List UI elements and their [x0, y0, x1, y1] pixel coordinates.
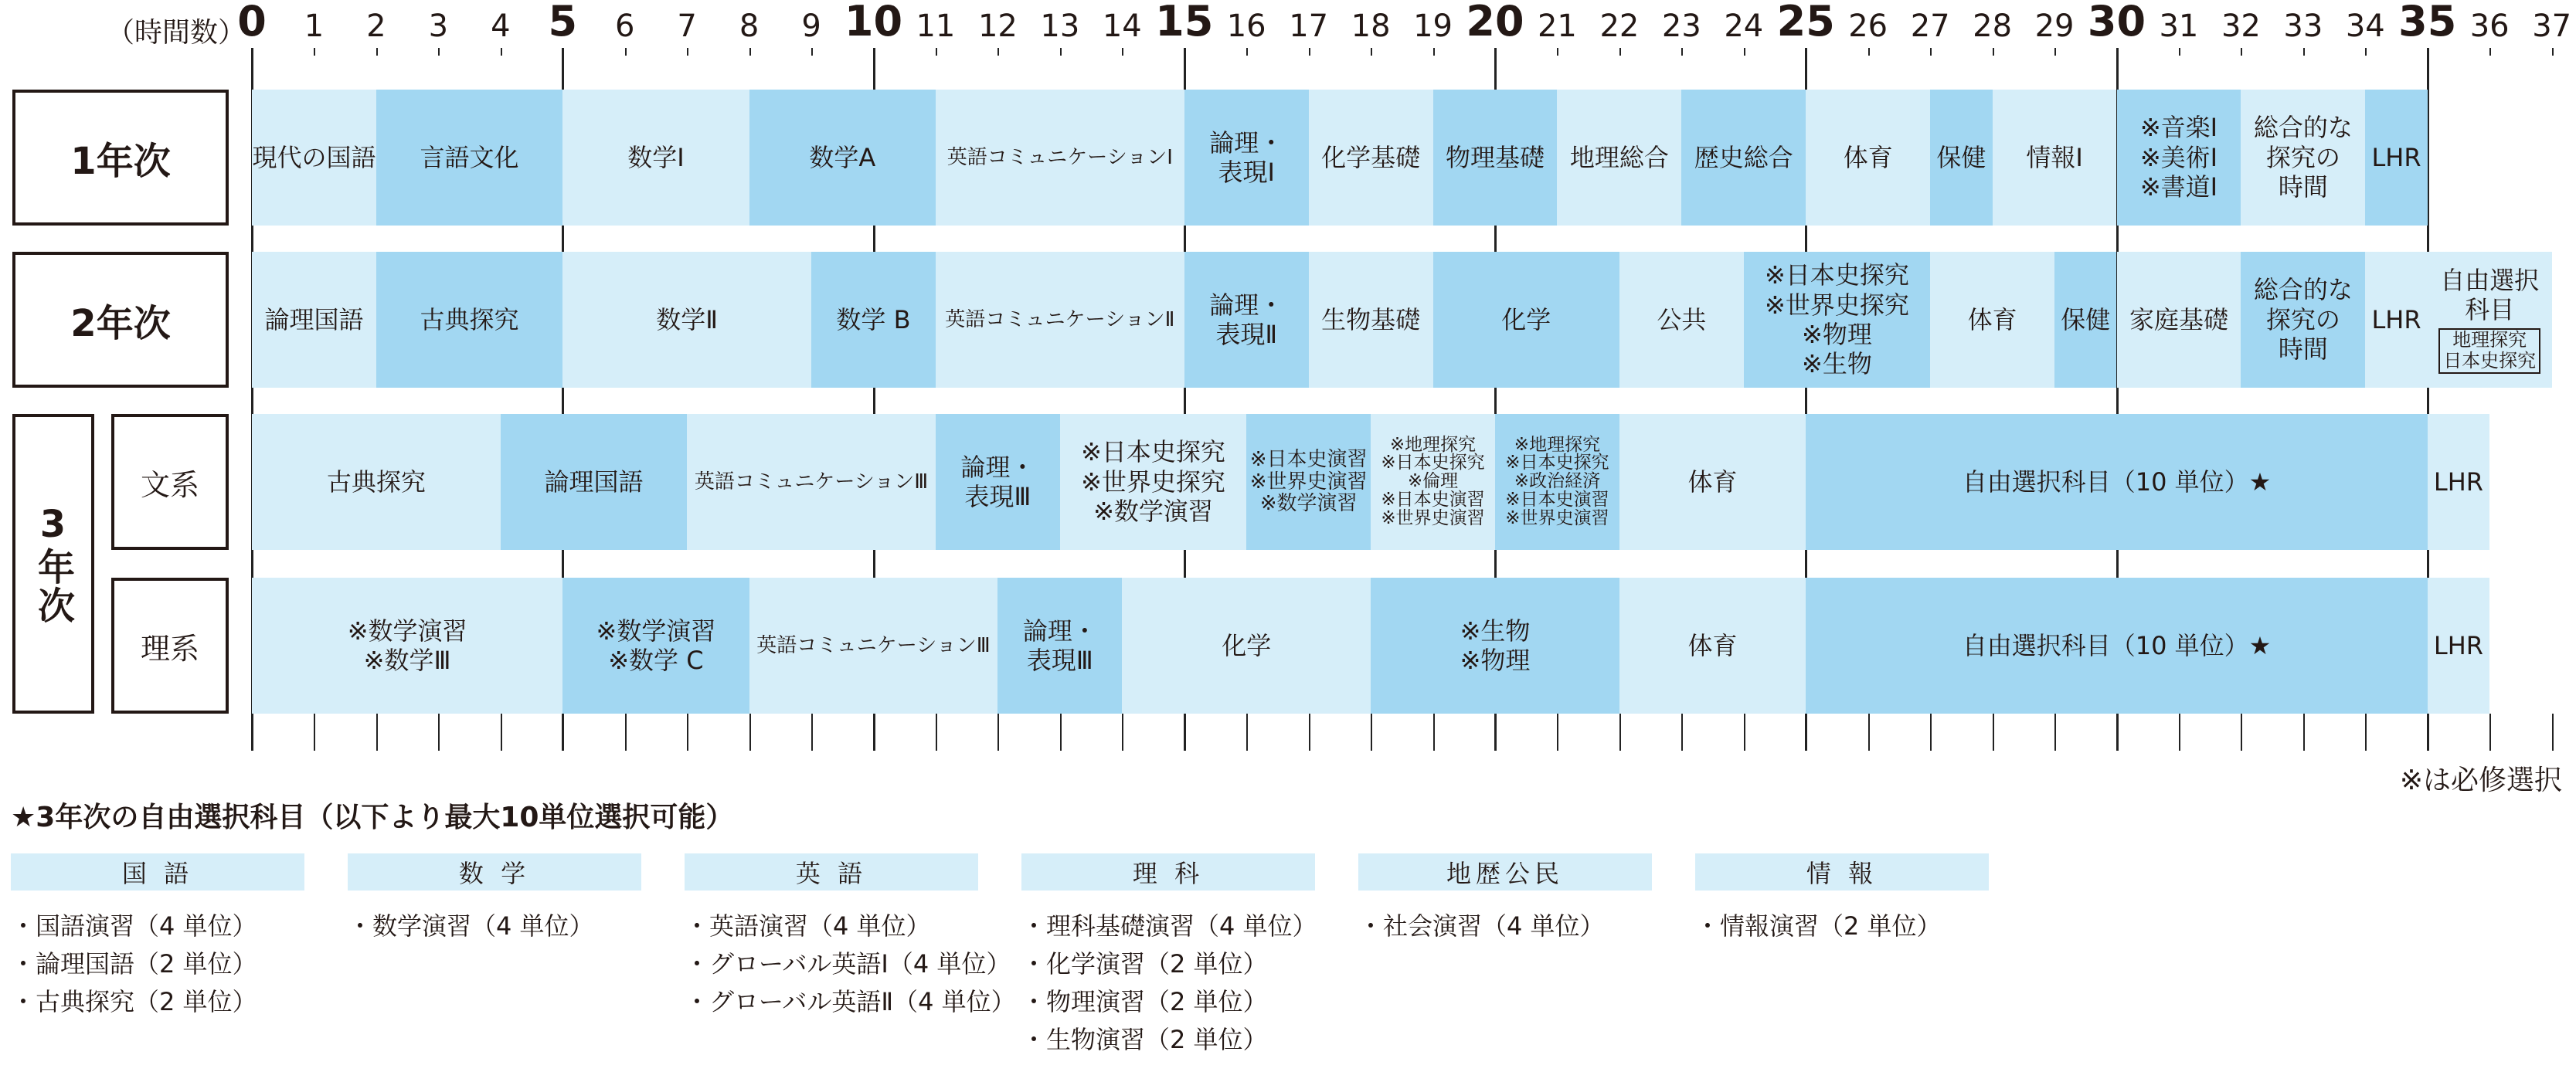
year-3-humanities-label: 文系 — [111, 414, 229, 550]
ruler-minor-tick — [749, 48, 751, 56]
ruler-tick-label: 19 — [1413, 8, 1453, 44]
ruler-minor-tick — [376, 48, 378, 56]
ruler-minor-tick — [1060, 48, 1062, 56]
ruler-minor-tick — [1433, 48, 1435, 56]
course-cell: 体育 — [1806, 90, 1930, 226]
ruler-tick-label: 12 — [977, 8, 1018, 44]
ruler-minor-tick — [1868, 48, 1870, 56]
ruler-minor-tick — [1557, 48, 1558, 56]
ruler-minor-tick — [2303, 48, 2305, 56]
course-cell: 論理・ 表現Ⅲ — [936, 414, 1060, 550]
course-cell: ※数学演習 ※数学 C — [562, 578, 749, 714]
course-cell: LHR — [2428, 578, 2489, 714]
ruler-minor-tick — [2489, 48, 2491, 56]
course-cell: 化学 — [1433, 252, 1619, 388]
course-cell: LHR — [2365, 252, 2427, 388]
ruler-minor-tick — [2489, 714, 2491, 751]
ruler-tick-label: 6 — [614, 8, 635, 44]
ruler-minor-tick — [1930, 48, 1932, 56]
course-cell: 論理国語 — [252, 252, 376, 388]
course-cell: 生物基礎 — [1309, 252, 1433, 388]
course-label: 自由選択 科目 — [2440, 266, 2540, 325]
course-cell: 現代の国語 — [252, 90, 376, 226]
ruler-minor-tick — [936, 48, 937, 56]
course-cell: 自由選択科目（10 単位）★ — [1806, 414, 2428, 550]
legend-category-header: 国 語 — [11, 853, 304, 891]
ruler-minor-tick — [2179, 714, 2180, 751]
ruler-minor-tick — [2241, 48, 2242, 56]
course-cell: 数学Ⅰ — [562, 90, 749, 226]
ruler-minor-tick — [376, 714, 378, 751]
course-cell: ※日本史探究 ※世界史探究 ※物理 ※生物 — [1744, 252, 1930, 388]
ruler-minor-tick — [1122, 714, 1123, 751]
legend-item-list — [348, 907, 594, 945]
course-cell: 総合的な 探究の 時間 — [2241, 90, 2365, 226]
ruler-tick-label: 32 — [2221, 8, 2261, 44]
course-cell: 数学 B — [811, 252, 936, 388]
ruler-tick-label: 33 — [2283, 8, 2323, 44]
ruler-minor-tick — [625, 48, 627, 56]
legend-item: ・英語演習（4 単位） — [685, 911, 931, 941]
ruler-minor-tick — [936, 714, 937, 751]
ruler-tick-label: 15 — [1155, 0, 1214, 46]
ruler-minor-tick — [687, 48, 688, 56]
course-cell: 体育 — [1619, 578, 1806, 714]
ruler-minor-tick — [2054, 714, 2056, 751]
course-cell: ※日本史探究 ※世界史探究 ※数学演習 — [1060, 414, 1246, 550]
legend-item: ・古典探究（2 単位） — [11, 987, 257, 1016]
ruler-minor-tick — [749, 714, 751, 751]
ruler-minor-tick — [1246, 48, 1248, 56]
ruler-minor-tick — [1246, 714, 1248, 751]
ruler-tick-label: 27 — [1910, 8, 1950, 44]
ruler-minor-tick — [1993, 48, 1994, 56]
ruler-tick-label: 8 — [739, 8, 760, 44]
ruler-minor-tick — [1433, 714, 1435, 751]
course-cell: 化学基礎 — [1309, 90, 1433, 226]
course-cell: 論理・ 表現Ⅱ — [1184, 252, 1309, 388]
ruler-minor-tick — [1122, 48, 1123, 56]
legend-item-list — [1358, 907, 1605, 945]
course-cell: 英語コミュニケーションⅢ — [687, 414, 936, 550]
ruler-minor-tick — [1681, 48, 1683, 56]
course-cell: 家庭基礎 — [2117, 252, 2241, 388]
ruler-minor-tick — [2552, 48, 2554, 56]
ruler-tick-label: 23 — [1661, 8, 1701, 44]
ruler-minor-tick — [1309, 48, 1310, 56]
ruler-tick-label: 17 — [1289, 8, 1329, 44]
ruler-tick-label: 21 — [1537, 8, 1577, 44]
ruler-tick-label: 9 — [801, 8, 821, 44]
ruler-tick-label: 35 — [2398, 0, 2457, 46]
ruler-minor-tick — [438, 48, 440, 56]
course-cell: ※数学演習 ※数学Ⅲ — [252, 578, 562, 714]
ruler-minor-tick — [2179, 48, 2180, 56]
ruler-minor-tick — [1744, 714, 1745, 751]
legend-item: ・生物演習（2 単位） — [1021, 1025, 1268, 1054]
course-cell: ※音楽Ⅰ ※美術Ⅰ ※書道Ⅰ — [2117, 90, 2241, 226]
ruler-minor-tick — [314, 48, 315, 56]
course-cell: 英語コミュニケーションⅡ — [936, 252, 1184, 388]
legend-item-list — [685, 907, 1016, 1021]
course-cell: 論理国語 — [501, 414, 687, 550]
ruler-tick-label: 5 — [548, 0, 578, 46]
ruler-tick-label: 31 — [2159, 8, 2199, 44]
ruler-minor-tick — [1619, 48, 1621, 56]
legend-category-header: 地歴公民 — [1358, 853, 1652, 891]
course-cell: 物理基礎 — [1433, 90, 1558, 226]
ruler-minor-tick — [2303, 714, 2305, 751]
course-cell: 化学 — [1122, 578, 1371, 714]
ruler-tick-label: 13 — [1040, 8, 1080, 44]
ruler-tick-label: 2 — [366, 8, 386, 44]
course-cell: 保健 — [2054, 252, 2116, 388]
ruler-tick-label: 25 — [1776, 0, 1835, 46]
legend-item: ・グローバル英語Ⅱ（4 単位） — [685, 987, 1016, 1016]
ruler-tick-label: 3 — [428, 8, 449, 44]
ruler-minor-tick — [2552, 714, 2554, 751]
legend-category-header: 理 科 — [1021, 853, 1315, 891]
ruler-minor-tick — [501, 48, 502, 56]
legend-category-header: 数 学 — [348, 853, 641, 891]
ruler-tick-label: 4 — [491, 8, 511, 44]
course-cell — [2428, 252, 2552, 388]
ruler-minor-tick — [1993, 714, 1994, 751]
course-cell: 英語コミュニケーションⅢ — [749, 578, 998, 714]
year-3-label: 3年次 — [12, 414, 94, 714]
ruler-tick-label: 7 — [677, 8, 697, 44]
legend-item-list — [1021, 907, 1317, 1059]
ruler-tick-label: 16 — [1226, 8, 1266, 44]
ruler-tick-label: 37 — [2532, 8, 2572, 44]
ruler-minor-tick — [997, 714, 999, 751]
year-2-label: 2年次 — [12, 252, 229, 388]
ruler-tick-label: 28 — [1973, 8, 2013, 44]
ruler-minor-tick — [2241, 714, 2242, 751]
ruler-tick-label: 0 — [237, 0, 267, 46]
ruler-minor-tick — [1681, 714, 1683, 751]
ruler-minor-tick — [2054, 48, 2056, 56]
course-cell: 保健 — [1930, 90, 1992, 226]
course-cell: 論理・ 表現Ⅰ — [1184, 90, 1309, 226]
legend-item: ・数学演習（4 単位） — [348, 911, 594, 941]
legend-item: ・物理演習（2 単位） — [1021, 987, 1268, 1016]
ruler-tick-label: 1 — [304, 8, 325, 44]
course-cell: 自由選択科目（10 単位）★ — [1806, 578, 2428, 714]
legend-item: ・グローバル英語Ⅰ（4 単位） — [685, 949, 1011, 979]
ruler-tick-label: 18 — [1351, 8, 1391, 44]
course-cell: 数学A — [749, 90, 936, 226]
course-cell: 歴史総合 — [1681, 90, 1806, 226]
course-cell: 古典探究 — [252, 414, 501, 550]
ruler-tick-label: 22 — [1599, 8, 1640, 44]
hours-caption: （時間数） — [107, 17, 246, 49]
legend-item-list — [11, 907, 257, 1021]
ruler-minor-tick — [1371, 48, 1372, 56]
year-1-label: 1年次 — [12, 90, 229, 226]
ruler-minor-tick — [1060, 714, 1062, 751]
required-elective-note: ※は必修選択 — [2399, 765, 2562, 796]
course-cell: 地理総合 — [1557, 90, 1681, 226]
course-cell: LHR — [2365, 90, 2427, 226]
ruler-minor-tick — [1744, 48, 1745, 56]
ruler-minor-tick — [1930, 714, 1932, 751]
course-cell: 古典探究 — [376, 252, 562, 388]
ruler-tick-label: 29 — [2034, 8, 2075, 44]
ruler-minor-tick — [687, 714, 688, 751]
ruler-minor-tick — [314, 714, 315, 751]
elective-legend-title: ★3年次の自由選択科目（以下より最大10単位選択可能） — [11, 802, 734, 833]
course-cell: ※地理探究 ※日本史探究 ※倫理 ※日本史演習 ※世界史演習 — [1371, 414, 1495, 550]
ruler-minor-tick — [2365, 714, 2367, 751]
ruler-minor-tick — [625, 714, 627, 751]
ruler-tick-label: 14 — [1102, 8, 1142, 44]
course-cell: ※生物 ※物理 — [1371, 578, 1619, 714]
course-cell: ※日本史演習 ※世界史演習 ※数学演習 — [1246, 414, 1371, 550]
ruler-minor-tick — [438, 714, 440, 751]
legend-category-header: 英 語 — [685, 853, 978, 891]
legend-category-header: 情 報 — [1695, 853, 1989, 891]
ruler-minor-tick — [2365, 48, 2367, 56]
year-3-science-label: 理系 — [111, 578, 229, 714]
course-cell: 論理・ 表現Ⅲ — [997, 578, 1122, 714]
ruler-tick-label: 26 — [1848, 8, 1888, 44]
legend-item: ・論理国語（2 単位） — [11, 949, 257, 979]
course-cell: ※地理探究 ※日本史探究 ※政治経済 ※日本史演習 ※世界史演習 — [1495, 414, 1619, 550]
legend-item-list — [1695, 907, 1942, 945]
ruler-tick-label: 30 — [2087, 0, 2146, 46]
ruler-tick-label: 10 — [844, 0, 903, 46]
course-cell: 言語文化 — [376, 90, 562, 226]
ruler-tick-label: 36 — [2469, 8, 2510, 44]
ruler-tick-label: 24 — [1724, 8, 1764, 44]
course-cell: 公共 — [1619, 252, 1744, 388]
ruler-minor-tick — [1309, 714, 1310, 751]
ruler-tick-label: 34 — [2345, 8, 2385, 44]
elective-subjects-box: 地理探究 日本史探究 — [2438, 328, 2540, 374]
course-cell: 体育 — [1930, 252, 2054, 388]
course-cell: 情報Ⅰ — [1993, 90, 2117, 226]
course-cell: 英語コミュニケーションⅠ — [936, 90, 1184, 226]
legend-item: ・国語演習（4 単位） — [11, 911, 257, 941]
course-cell: 数学Ⅱ — [562, 252, 811, 388]
ruler-minor-tick — [811, 714, 813, 751]
course-cell: 総合的な 探究の 時間 — [2241, 252, 2365, 388]
ruler-minor-tick — [1371, 714, 1372, 751]
course-cell: LHR — [2428, 414, 2489, 550]
ruler-minor-tick — [1557, 714, 1558, 751]
ruler-minor-tick — [1619, 714, 1621, 751]
legend-item: ・化学演習（2 単位） — [1021, 949, 1268, 979]
ruler-minor-tick — [501, 714, 502, 751]
course-cell: 体育 — [1619, 414, 1806, 550]
ruler-tick-label: 20 — [1466, 0, 1524, 46]
ruler-tick-label: 11 — [916, 8, 956, 44]
ruler-minor-tick — [811, 48, 813, 56]
ruler-minor-tick — [997, 48, 999, 56]
legend-item: ・理科基礎演習（4 単位） — [1021, 911, 1317, 941]
legend-item: ・情報演習（2 単位） — [1695, 911, 1942, 941]
ruler-minor-tick — [1868, 714, 1870, 751]
legend-item: ・社会演習（4 単位） — [1358, 911, 1605, 941]
